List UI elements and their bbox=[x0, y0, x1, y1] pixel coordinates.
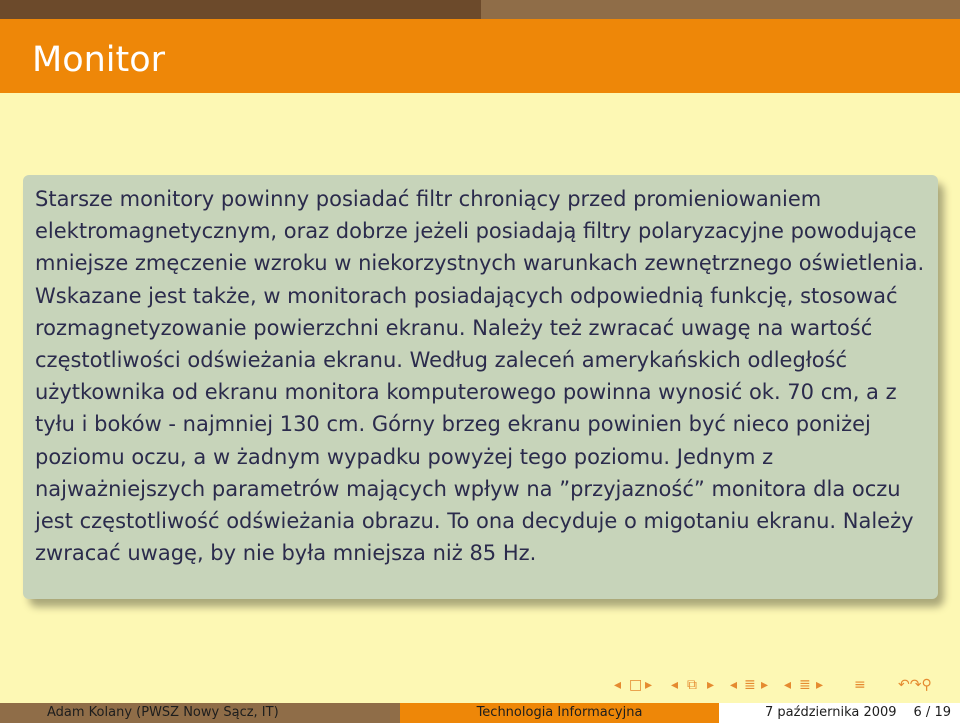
frame-next-icon[interactable]: ▸ bbox=[707, 677, 715, 693]
footer-date: 7 października 2009 bbox=[765, 705, 897, 720]
section-next-icon[interactable]: ▸ bbox=[816, 677, 824, 693]
frame-title: Monitor bbox=[32, 40, 166, 80]
frame-prev-icon[interactable]: ◂ bbox=[671, 677, 679, 693]
slide-icon[interactable]: □ bbox=[629, 677, 643, 693]
beamer-navigation-bar bbox=[614, 676, 960, 698]
footer bbox=[0, 703, 960, 723]
footer-right-cell bbox=[719, 703, 960, 723]
top-bar-accent bbox=[0, 0, 481, 19]
content-paragraph: Starsze monitory powinny posiadać filtr chroniący przed promieniowaniem elektromagnetycznym, oraz dobrze jeżeli posiadają filtry polaryzacyjne powodujące mniejsze zmęczenie wzroku w niekorzystnych warunkach zewnętrznego oświetlenia. Wskazane jest także, w monitorach posiadających odpowiednią funkcję, stosować rozmagnetyzowanie powierzchni ekranu. Należy też zwracać uwagę na wartość częstotliwości odświeżania ekranu. Według zaleceń amerykańskich odległość użytkownika od ekranu monitora komputerowego powinna wynosić ok. 70 cm, a z tyłu i boków - najmniej 130 cm. Górny brzeg ekranu powinien być nieco poniżej poziomu oczu, a w żadnym wypadku powyżej tego poziomu. Jednym z najważniejszych parametrów mających wpływ na ”przyjazność” monitora dla oczu jest częstotliwość odświeżania obrazu. To ona decyduje o migotaniu ekranu. Należy zwracać uwagę, by nie była mniejsza niż 85 Hz. bbox=[35, 187, 925, 566]
subsection-next-icon[interactable]: ▸ bbox=[761, 677, 769, 693]
align-icon[interactable]: ≡ bbox=[854, 677, 866, 693]
top-bar bbox=[0, 0, 960, 19]
section-icon[interactable]: ≣ bbox=[799, 677, 811, 693]
section-prev-icon[interactable]: ◂ bbox=[784, 677, 792, 693]
back-search-icon[interactable]: ↶↷⚲ bbox=[898, 677, 932, 693]
frame-icon[interactable]: ⧉ bbox=[687, 677, 697, 693]
footer-author: Adam Kolany (PWSZ Nowy Sącz, IT) bbox=[47, 705, 279, 720]
content-block bbox=[23, 175, 938, 599]
footer-author-cell bbox=[0, 703, 400, 723]
subsection-prev-icon[interactable]: ◂ bbox=[730, 677, 738, 693]
slide-prev-icon[interactable]: ◂ bbox=[614, 677, 622, 693]
footer-title: Technologia Informacyjna bbox=[400, 703, 719, 723]
footer-page-number: 6 / 19 bbox=[913, 705, 951, 720]
slide-next-icon[interactable]: ▸ bbox=[645, 677, 653, 693]
subsection-icon[interactable]: ≣ bbox=[744, 677, 756, 693]
